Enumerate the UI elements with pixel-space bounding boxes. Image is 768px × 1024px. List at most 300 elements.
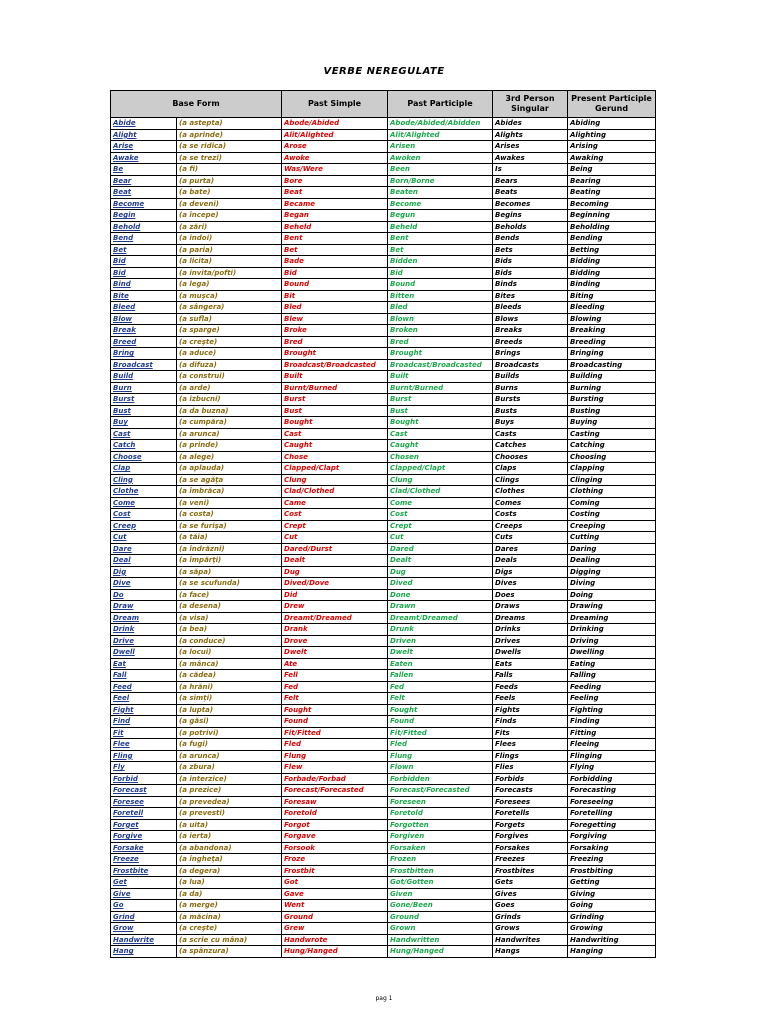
past-simple-cell: Dived/Dove [282,578,388,590]
table-row [111,520,656,532]
gerund-cell: Clothing [568,486,656,498]
base-form-link[interactable]: Cut [111,532,177,544]
table-row [111,785,656,797]
base-form-link[interactable]: Blow [111,313,177,325]
base-form-link[interactable]: Breed [111,336,177,348]
past-participle-cell: Chosen [388,451,493,463]
table-row [111,267,656,279]
third-person-cell: Forecasts [493,785,568,797]
third-person-cell: Breeds [493,336,568,348]
base-form-link[interactable]: Dare [111,543,177,555]
base-form-link[interactable]: Arise [111,141,177,153]
past-participle-cell: Brought [388,348,493,360]
romanian-translation: (a potrivi) [177,727,282,739]
base-form-link[interactable]: Behold [111,221,177,233]
third-person-cell: Draws [493,601,568,613]
gerund-cell: Creeping [568,520,656,532]
third-person-cell: Hangs [493,946,568,958]
base-form-link[interactable]: Dig [111,566,177,578]
base-form-link[interactable]: Drink [111,624,177,636]
base-form-link[interactable]: Fight [111,704,177,716]
gerund-cell: Choosing [568,451,656,463]
past-participle-cell: Begun [388,210,493,222]
table-row [111,624,656,636]
past-participle-cell: Cost [388,509,493,521]
base-form-link[interactable]: Fit [111,727,177,739]
past-simple-cell: Brought [282,348,388,360]
gerund-cell: Abiding [568,118,656,130]
third-person-cell: Buys [493,417,568,429]
past-simple-cell: Forgave [282,831,388,843]
past-simple-cell: Fed [282,681,388,693]
gerund-cell: Forbidding [568,773,656,785]
base-form-link[interactable]: Come [111,497,177,509]
base-form-link[interactable]: Clap [111,463,177,475]
table-row [111,164,656,176]
past-participle-cell: Crept [388,520,493,532]
past-simple-cell: Bore [282,175,388,187]
past-participle-cell: Broken [388,325,493,337]
romanian-translation: (a uita) [177,819,282,831]
past-participle-cell: Fought [388,704,493,716]
past-simple-cell: Was/Were [282,164,388,176]
base-form-link[interactable]: Forget [111,819,177,831]
past-participle-cell: Drunk [388,624,493,636]
gerund-cell: Freezing [568,854,656,866]
base-form-link[interactable]: Catch [111,440,177,452]
table-row [111,313,656,325]
past-simple-cell: Foretold [282,808,388,820]
past-participle-cell: Ground [388,911,493,923]
base-form-link[interactable]: Bid [111,267,177,279]
table-row [111,716,656,728]
gerund-cell: Breaking [568,325,656,337]
past-simple-cell: Bought [282,417,388,429]
past-simple-cell: Forecast/Forecasted [282,785,388,797]
past-participle-cell: Blown [388,313,493,325]
romanian-translation: (a difuza) [177,359,282,371]
past-simple-cell: Drank [282,624,388,636]
gerund-cell: Foretelling [568,808,656,820]
base-form-link[interactable]: Dwell [111,647,177,659]
gerund-cell: Awaking [568,152,656,164]
past-participle-cell: Fallen [388,670,493,682]
romanian-translation: (a indoi) [177,233,282,245]
base-form-link[interactable]: Abide [111,118,177,130]
third-person-cell: Brings [493,348,568,360]
past-participle-cell: Arisen [388,141,493,153]
third-person-cell: Cuts [493,532,568,544]
base-form-link[interactable]: Alight [111,129,177,141]
past-simple-cell: Handwrote [282,934,388,946]
romanian-translation: (a începe) [177,210,282,222]
past-simple-cell: Alit/Alighted [282,129,388,141]
past-simple-cell: Dared/Durst [282,543,388,555]
third-person-cell: Builds [493,371,568,383]
base-form-link[interactable]: Bust [111,405,177,417]
table-row [111,923,656,935]
gerund-cell: Buying [568,417,656,429]
table-row [111,175,656,187]
third-person-cell: Costs [493,509,568,521]
past-participle-cell: Given [388,888,493,900]
gerund-cell: Clapping [568,463,656,475]
base-form-link[interactable]: Begin [111,210,177,222]
third-person-cell: Freezes [493,854,568,866]
base-form-link[interactable]: Bring [111,348,177,360]
gerund-cell: Burning [568,382,656,394]
past-simple-cell: Found [282,716,388,728]
base-form-link[interactable]: Dive [111,578,177,590]
base-form-link[interactable]: Awake [111,152,177,164]
romanian-translation: (a prezice) [177,785,282,797]
gerund-cell: Breeding [568,336,656,348]
base-form-link[interactable]: Burst [111,394,177,406]
romanian-translation: (a aprinde) [177,129,282,141]
third-person-cell: Forgets [493,819,568,831]
base-form-link[interactable]: Grind [111,911,177,923]
base-form-link[interactable]: Beat [111,187,177,199]
gerund-cell: Binding [568,279,656,291]
past-simple-cell: Drove [282,635,388,647]
third-person-cell: Bursts [493,394,568,406]
romanian-translation: (a lua) [177,877,282,889]
base-form-link[interactable]: Fall [111,670,177,682]
base-form-link[interactable]: Get [111,877,177,889]
romanian-translation: (a lupta) [177,704,282,716]
table-row [111,118,656,130]
third-person-cell: Comes [493,497,568,509]
base-form-link[interactable]: Bend [111,233,177,245]
base-form-link[interactable]: Fly [111,762,177,774]
table-row [111,704,656,716]
past-participle-cell: Cast [388,428,493,440]
gerund-cell: Fighting [568,704,656,716]
table-row [111,463,656,475]
gerund-cell: Feeding [568,681,656,693]
past-simple-cell: Went [282,900,388,912]
third-person-cell: Burns [493,382,568,394]
base-form-link[interactable]: Cost [111,509,177,521]
romanian-translation: (a sufla) [177,313,282,325]
gerund-cell: Arising [568,141,656,153]
header-gerund: Present Participle Gerund [568,91,656,118]
table-row [111,394,656,406]
base-form-link[interactable]: Deal [111,555,177,567]
past-simple-cell: Ate [282,658,388,670]
third-person-cell: Flings [493,750,568,762]
third-person-cell: Flees [493,739,568,751]
past-participle-cell: Clad/Clothed [388,486,493,498]
table-row [111,865,656,877]
base-form-link[interactable]: Feed [111,681,177,693]
gerund-cell: Digging [568,566,656,578]
past-simple-cell: Crept [282,520,388,532]
romanian-translation: (a arunca) [177,750,282,762]
table-row [111,233,656,245]
base-form-link[interactable]: Foretell [111,808,177,820]
table-row [111,152,656,164]
past-simple-cell: Ground [282,911,388,923]
table-row [111,739,656,751]
past-simple-cell: Burst [282,394,388,406]
third-person-cell: Foresees [493,796,568,808]
table-row [111,888,656,900]
gerund-cell: Costing [568,509,656,521]
past-simple-cell: Froze [282,854,388,866]
table-row [111,877,656,889]
base-form-link[interactable]: Bite [111,290,177,302]
base-form-link[interactable]: Do [111,589,177,601]
past-participle-cell: Born/Borne [388,175,493,187]
romanian-translation: (a se scufunda) [177,578,282,590]
base-form-link[interactable]: Forecast [111,785,177,797]
third-person-cell: Forsakes [493,842,568,854]
past-participle-cell: Driven [388,635,493,647]
gerund-cell: Broadcasting [568,359,656,371]
third-person-cell: Fights [493,704,568,716]
base-form-link[interactable]: Bid [111,256,177,268]
table-row [111,129,656,141]
third-person-cell: Fits [493,727,568,739]
romanian-translation: (a aplauda) [177,463,282,475]
past-participle-cell: Forecast/Forecasted [388,785,493,797]
base-form-link[interactable]: Burn [111,382,177,394]
gerund-cell: Cutting [568,532,656,544]
table-row [111,325,656,337]
gerund-cell: Forsaking [568,842,656,854]
romanian-translation: (a alege) [177,451,282,463]
past-simple-cell: Became [282,198,388,210]
base-form-link[interactable]: Flee [111,739,177,751]
header-past-simple: Past Simple [282,91,388,118]
base-form-link[interactable]: Fling [111,750,177,762]
gerund-cell: Foregetting [568,819,656,831]
gerund-cell: Becoming [568,198,656,210]
past-simple-cell: Built [282,371,388,383]
page-number: pag 1 [375,995,393,1002]
base-form-link[interactable]: Be [111,164,177,176]
past-participle-cell: Foretold [388,808,493,820]
past-participle-cell: Bought [388,417,493,429]
romanian-translation: (a interzice) [177,773,282,785]
past-simple-cell: Broadcast/Broadcasted [282,359,388,371]
base-form-link[interactable]: Give [111,888,177,900]
past-participle-cell: Bred [388,336,493,348]
base-form-link[interactable]: Drive [111,635,177,647]
table-row [111,198,656,210]
romanian-translation: (a izbucni) [177,394,282,406]
past-simple-cell: Fell [282,670,388,682]
gerund-cell: Frostbiting [568,865,656,877]
base-form-link[interactable]: Forbid [111,773,177,785]
base-form-link[interactable]: Foresee [111,796,177,808]
romanian-translation: (a se agăţa [177,474,282,486]
romanian-translation: (a lega) [177,279,282,291]
past-simple-cell: Dug [282,566,388,578]
romanian-translation: (a licita) [177,256,282,268]
third-person-cell: Catches [493,440,568,452]
past-simple-cell: Drew [282,601,388,613]
romanian-translation: (a îndrăzni) [177,543,282,555]
base-form-link[interactable]: Build [111,371,177,383]
base-form-link[interactable]: Forgive [111,831,177,843]
romanian-translation: (a bea) [177,624,282,636]
table-header [111,91,656,118]
past-participle-cell: Forbidden [388,773,493,785]
past-simple-cell: Felt [282,693,388,705]
third-person-cell: Forbids [493,773,568,785]
third-person-cell: Finds [493,716,568,728]
third-person-cell: Does [493,589,568,601]
base-form-link[interactable]: Eat [111,658,177,670]
past-participle-cell: Alit/Alighted [388,129,493,141]
table-row [111,371,656,383]
table-row [111,900,656,912]
past-participle-cell: Grown [388,923,493,935]
past-simple-cell: Bade [282,256,388,268]
base-form-link[interactable]: Buy [111,417,177,429]
base-form-link[interactable]: Grow [111,923,177,935]
table-row [111,486,656,498]
past-participle-cell: Dreamt/Dreamed [388,612,493,624]
base-form-link[interactable]: Become [111,198,177,210]
table-row [111,658,656,670]
table-row [111,348,656,360]
base-form-link[interactable]: Bet [111,244,177,256]
third-person-cell: Dives [493,578,568,590]
base-form-link[interactable]: Hang [111,946,177,958]
base-form-link[interactable]: Find [111,716,177,728]
table-row [111,854,656,866]
base-form-link[interactable]: Frostbite [111,865,177,877]
base-form-link[interactable]: Handwrite [111,934,177,946]
table-row [111,302,656,314]
third-person-cell: Blows [493,313,568,325]
past-simple-cell: Blew [282,313,388,325]
gerund-cell: Dwelling [568,647,656,659]
base-form-link[interactable]: Break [111,325,177,337]
past-participle-cell: Fed [388,681,493,693]
gerund-cell: Diving [568,578,656,590]
table-row [111,911,656,923]
third-person-cell: Handwrites [493,934,568,946]
past-simple-cell: Dealt [282,555,388,567]
table-row [111,601,656,613]
third-person-cell: Drives [493,635,568,647]
past-participle-cell: Eaten [388,658,493,670]
base-form-link[interactable]: Broadcast [111,359,177,371]
third-person-cell: Feeds [493,681,568,693]
gerund-cell: Biting [568,290,656,302]
past-participle-cell: Bust [388,405,493,417]
base-form-link[interactable]: Clothe [111,486,177,498]
past-participle-cell: Broadcast/Broadcasted [388,359,493,371]
third-person-cell: Bids [493,267,568,279]
past-participle-cell: Drawn [388,601,493,613]
romanian-translation: (a visa) [177,612,282,624]
past-simple-cell: Bit [282,290,388,302]
romanian-translation: (a scrie cu mâna) [177,934,282,946]
past-simple-cell: Bred [282,336,388,348]
past-participle-cell: Felt [388,693,493,705]
romanian-translation: (a astepta) [177,118,282,130]
table-row [111,589,656,601]
romanian-translation: (a ierta) [177,831,282,843]
third-person-cell: Falls [493,670,568,682]
table-row [111,831,656,843]
romanian-translation: (a cădea) [177,670,282,682]
table-row [111,762,656,774]
past-participle-cell: Forgotten [388,819,493,831]
romanian-translation: (a degera) [177,865,282,877]
past-participle-cell: Beaten [388,187,493,199]
base-form-link[interactable]: Draw [111,601,177,613]
base-form-link[interactable]: Bear [111,175,177,187]
base-form-link[interactable]: Feel [111,693,177,705]
gerund-cell: Grinding [568,911,656,923]
past-simple-cell: Fought [282,704,388,716]
romanian-translation: (a spânzura) [177,946,282,958]
past-simple-cell: Hung/Hanged [282,946,388,958]
past-simple-cell: Cast [282,428,388,440]
third-person-cell: Becomes [493,198,568,210]
gerund-cell: Growing [568,923,656,935]
past-simple-cell: Bet [282,244,388,256]
gerund-cell: Coming [568,497,656,509]
third-person-cell: Drinks [493,624,568,636]
base-form-link[interactable]: Cast [111,428,177,440]
base-form-link[interactable]: Freeze [111,854,177,866]
past-simple-cell: Frostbit [282,865,388,877]
base-form-link[interactable]: Dream [111,612,177,624]
base-form-link[interactable]: Forsake [111,842,177,854]
past-participle-cell: Handwritten [388,934,493,946]
past-participle-cell: Frostbitten [388,865,493,877]
romanian-translation: (a prevedea) [177,796,282,808]
base-form-link[interactable]: Bind [111,279,177,291]
base-form-link[interactable]: Go [111,900,177,912]
table-body [111,118,656,958]
gerund-cell: Handwriting [568,934,656,946]
third-person-cell: Chooses [493,451,568,463]
base-form-link[interactable]: Cling [111,474,177,486]
third-person-cell: Gives [493,888,568,900]
past-simple-cell: Fit/Fitted [282,727,388,739]
table-row [111,819,656,831]
base-form-link[interactable]: Creep [111,520,177,532]
past-participle-cell: Dived [388,578,493,590]
table-row [111,750,656,762]
romanian-translation: (a purta) [177,175,282,187]
past-participle-cell: Gone/Been [388,900,493,912]
past-participle-cell: Been [388,164,493,176]
romanian-translation: (a cumpăra) [177,417,282,429]
table-row [111,497,656,509]
third-person-cell: Creeps [493,520,568,532]
table-row [111,612,656,624]
third-person-cell: Goes [493,900,568,912]
past-simple-cell: Cut [282,532,388,544]
base-form-link[interactable]: Choose [111,451,177,463]
base-form-link[interactable]: Bleed [111,302,177,314]
gerund-cell: Flying [568,762,656,774]
third-person-cell: Bleeds [493,302,568,314]
gerund-cell: Giving [568,888,656,900]
past-simple-cell: Forsook [282,842,388,854]
romanian-translation: (a zbura) [177,762,282,774]
romanian-translation: (a săpa) [177,566,282,578]
